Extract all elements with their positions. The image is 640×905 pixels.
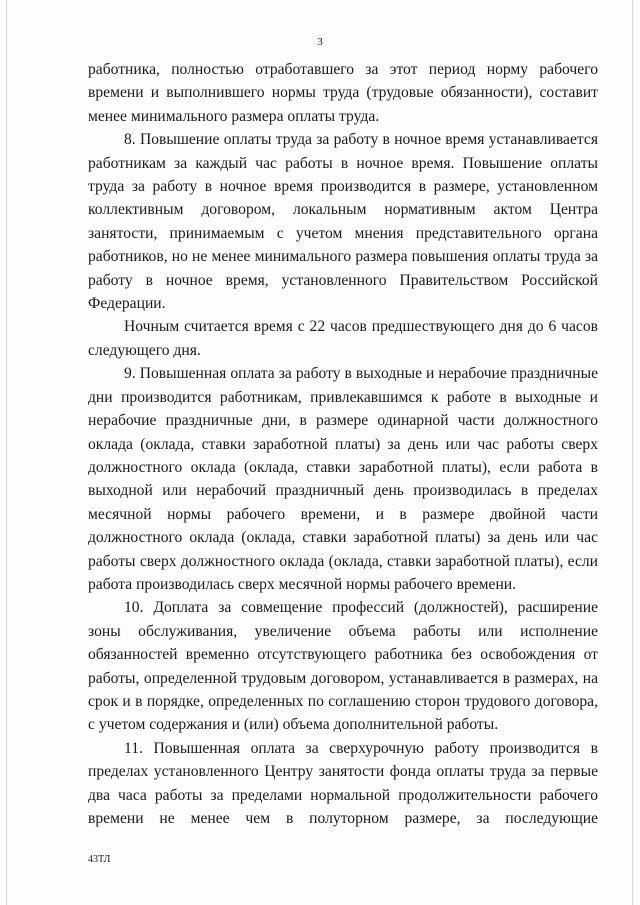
page-number: 3 — [317, 36, 323, 48]
paragraph-item-9: 9. Повышенная оплата за работу в выходные и нерабочие праздничные дни производится работникам, привлекавшимся к работе в выходные и нерабочие праздничные дни, в размере одинарной части должностного оклада (оклада, ставки заработной платы) за день или час работы сверх должностного оклада (оклада, ставки заработной платы), если работа в выходной или нерабочий праздничный день производилась в пределах месячной нормы рабочего времени, и в размере двойной части должностного оклада (оклада, ставки заработной платы) за день или час работы сверх должностного оклада (оклада, ставки заработной платы), если работа производилась сверх месячной нормы рабочего времени. — [88, 365, 598, 593]
paragraph-night-time: Ночным считается время с 22 часов предшествующего дня до 6 часов следующего дня. — [88, 318, 598, 359]
paragraph-item-11: 11. Повышенная оплата за сверхурочную работу производится в пределах установленного Центру занятости фонда оплаты труда за первые два часа работы за пределами нормальной продолжительности рабочего времени не менее чем в полуторном размере, за последующие — [88, 739, 598, 827]
paragraph-continuation: работника, полностью отработавшего за этот период норму рабочего времени и выполнившего нормы труда (трудовые обязанности), составит менее минимального размера оплаты труда. — [88, 61, 598, 125]
document-body — [88, 58, 598, 830]
paragraph-item-10: 10. Доплата за совмещение профессий (должностей), расширение зоны обслуживания, увеличение объема работы или исполнение обязанностей временно отсутствующего работника без освобождения от работы, определенной трудовым договором, устанавливается в размерах, на срок и в порядке, определенных по соглашению сторон трудового договора, с учетом содержания и (или) объема дополнительной работы. — [88, 599, 598, 734]
scan-edge-left — [6, 0, 7, 905]
scan-edge-right — [632, 0, 633, 905]
paragraph-item-8: 8. Повышение оплаты труда за работу в ночное время устанавливается работникам за каждый час работы в ночное время. Повышение оплаты труда за работу в ночное время производится в размере, установленном коллективным договором, локальным нормативным актом Центра занятости, принимаемым с учетом мнения представительного органа работников, но не менее минимального размера повышения оплаты труда за работу в ночное время, установленного Правительством Российской Федерации. — [88, 131, 598, 313]
footer-code: 43ТЛ — [88, 854, 111, 865]
